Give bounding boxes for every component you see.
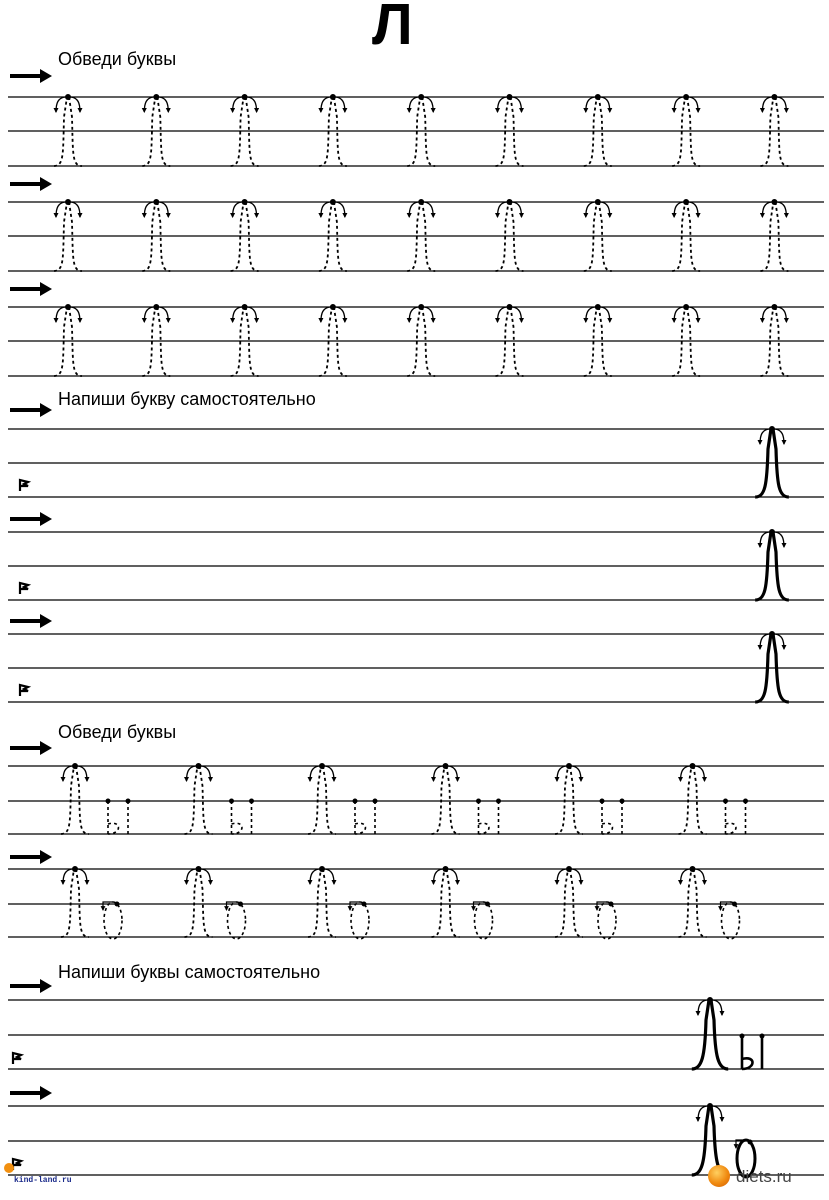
letter-l xyxy=(407,199,435,271)
arrow-icon xyxy=(10,1086,52,1100)
letter-l xyxy=(672,199,700,271)
letter-l xyxy=(496,94,524,166)
letter-l xyxy=(185,866,213,937)
letter-l xyxy=(760,199,788,271)
flag-icon xyxy=(20,685,28,696)
arrow-icon xyxy=(10,403,52,417)
letter-l xyxy=(54,199,82,271)
arrow-icon xyxy=(10,512,52,526)
flag-icon xyxy=(13,1053,21,1064)
letter-l xyxy=(692,1103,728,1175)
ruled-lines xyxy=(8,97,824,1175)
letter-o xyxy=(597,902,616,940)
letter-l xyxy=(319,199,347,271)
watermark-left: kind-land.ru xyxy=(14,1176,72,1185)
letter-y xyxy=(740,1034,765,1070)
letter-l xyxy=(432,763,460,834)
letter-l xyxy=(54,304,82,376)
arrow-icon xyxy=(10,741,52,755)
heading-trace-syllables: Обведи буквы xyxy=(58,722,177,742)
orange-logo-icon xyxy=(708,1165,730,1187)
letter-l xyxy=(142,304,170,376)
letter-l xyxy=(755,529,789,600)
letter-l xyxy=(692,997,728,1069)
letter-l xyxy=(185,763,213,834)
letter-l xyxy=(61,763,89,834)
letter-o xyxy=(474,902,493,940)
letter-l xyxy=(231,94,259,166)
letter-l xyxy=(61,866,89,937)
heading-trace-letters: Обведи буквы xyxy=(58,49,177,69)
letter-l xyxy=(319,304,347,376)
letter-l xyxy=(679,866,707,937)
arrow-icon xyxy=(10,177,52,191)
letter-l xyxy=(407,304,435,376)
letter-l xyxy=(755,426,789,497)
letter-y xyxy=(353,799,378,835)
letter-o xyxy=(721,902,740,940)
letter-l xyxy=(679,763,707,834)
letter-y xyxy=(476,799,501,835)
flag-icon xyxy=(20,480,28,491)
letter-y xyxy=(106,799,131,835)
letter-l xyxy=(755,631,789,702)
letter-l xyxy=(760,304,788,376)
letter-l xyxy=(555,763,583,834)
letter-l xyxy=(672,94,700,166)
arrow-icon xyxy=(10,614,52,628)
heading-write-letter: Напиши букву самостоятельно xyxy=(58,389,316,409)
letter-o xyxy=(227,902,246,940)
letter-l xyxy=(432,866,460,937)
watermark-right: diets.ru xyxy=(736,1167,792,1186)
arrow-icon xyxy=(10,282,52,296)
flag-icon xyxy=(13,1159,21,1170)
letter-l xyxy=(231,199,259,271)
worksheet-marks xyxy=(10,69,789,1177)
letter-y xyxy=(600,799,625,835)
title-letter: Л xyxy=(372,0,413,57)
letter-o xyxy=(350,902,369,940)
letter-l xyxy=(308,763,336,834)
logo-icon-left xyxy=(4,1163,14,1173)
letter-y xyxy=(229,799,254,835)
heading-write-syllables: Напиши буквы самостоятельно xyxy=(58,962,321,982)
arrow-icon xyxy=(10,979,52,993)
letter-l xyxy=(496,199,524,271)
arrow-icon xyxy=(10,850,52,864)
letter-l xyxy=(584,94,612,166)
letter-l xyxy=(54,94,82,166)
flag-icon xyxy=(20,583,28,594)
letter-l xyxy=(496,304,524,376)
letter-l xyxy=(672,304,700,376)
letter-l xyxy=(142,199,170,271)
letter-l xyxy=(407,94,435,166)
letter-l xyxy=(760,94,788,166)
letter-l xyxy=(231,304,259,376)
letter-l xyxy=(319,94,347,166)
letter-l xyxy=(142,94,170,166)
letter-l xyxy=(584,199,612,271)
letter-l xyxy=(308,866,336,937)
letter-o xyxy=(103,902,122,940)
letter-l xyxy=(584,304,612,376)
arrow-icon xyxy=(10,69,52,83)
letter-y xyxy=(723,799,748,835)
letter-l xyxy=(555,866,583,937)
